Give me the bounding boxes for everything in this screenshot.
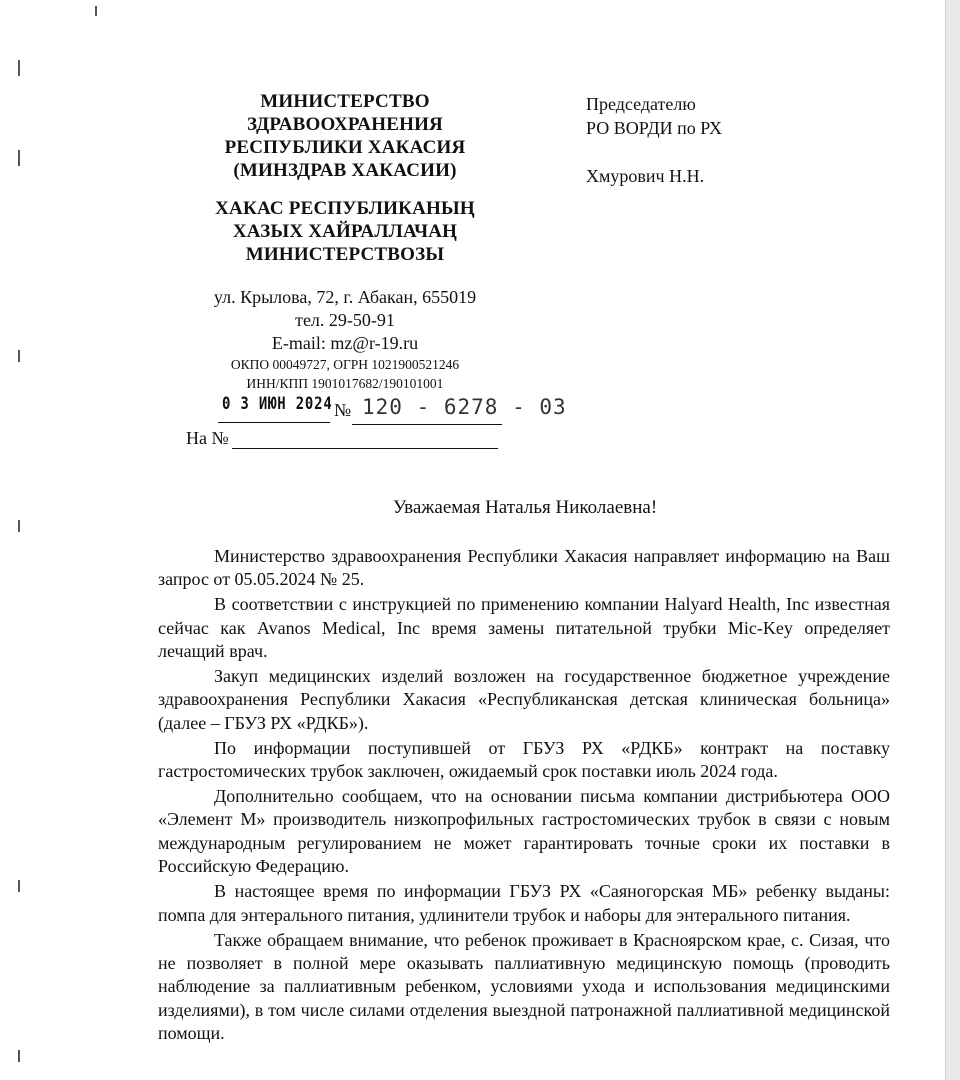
date-underline (218, 422, 330, 423)
scan-mark (18, 520, 20, 532)
page-edge (945, 0, 960, 1080)
ministry-line: МИНИСТЕРСТВОЗЫ (245, 244, 445, 265)
ministry-line: ЗДРАВООХРАНЕНИЯ (247, 114, 443, 135)
registration-number: 120 - 6278 - 03 (362, 395, 567, 419)
ministry-name-russian (200, 90, 490, 182)
phone: тел. 29-50-91 (295, 310, 395, 330)
ministry-line: ХАКАС РЕСПУБЛИКАНЫҢ (215, 198, 475, 219)
inn-kpp: ИНН/КПП 1901017682/190101001 (246, 376, 444, 391)
greeting: Уважаемая Наталья Николаевна! (392, 497, 658, 518)
paragraph: В настоящее время по информации ГБУЗ РХ «Саяногорская МБ» ребенку выданы: помпа для энтерального питания, удлинители трубок и наборы для энтерального питания. (158, 881, 890, 925)
email: E-mail: mz@r-19.ru (271, 333, 419, 353)
address: ул. Крылова, 72, г. Абакан, 655019 (213, 287, 477, 307)
scan-mark (95, 6, 97, 16)
reply-label: На № (186, 428, 229, 448)
recipient-organization: РО ВОРДИ по РХ (586, 118, 723, 138)
ministry-line: МИНИСТЕРСТВО (260, 91, 430, 112)
number-label: № (334, 400, 352, 420)
paragraph: Также обращаем внимание, что ребенок проживает в Красноярском крае, с. Сизая, что не позволяет в полной мере оказывать паллиативную медицинскую помощь (проводить наблюдение за паллиативным ребенком, условиями ухода и использования медицинскими изделиями), в том числе силами отделения выездной патронажной паллиативной медицинской помощи. (158, 929, 890, 1044)
paragraph: По информации поступившей от ГБУЗ РХ «РДКБ» контракт на поставку гастростомических трубок заключен, ожидаемый срок поставки июль 2024 года. (158, 737, 890, 782)
letter-body (158, 545, 890, 1047)
recipient-block (586, 92, 722, 188)
ministry-line: РЕСПУБЛИКИ ХАКАСИЯ (224, 137, 466, 158)
paragraph: Закуп медицинских изделий возложен на государственное бюджетное учреждение здравоохранения Республики Хакасия «Республиканская детская клиническая больница» (далее – ГБУЗ РХ «РДКБ»). (158, 666, 890, 733)
scan-mark (18, 60, 20, 76)
number-underline (352, 424, 502, 425)
recipient-title: Председателю (586, 94, 696, 114)
reply-underline (232, 448, 498, 449)
paragraph: Министерство здравоохранения Республики Хакасия направляет информацию на Ваш запрос от 05.05.2024 № 25. (158, 546, 890, 590)
paragraph: Дополнительно сообщаем, что на основании письма компании дистрибьютера ООО «Элемент М» производитель низкопрофильных гастростомических трубок в связи с новым международным регулированием не может гарантировать точные сроки их поставки в Российскую Федерацию. (158, 786, 890, 877)
scan-mark (18, 150, 20, 166)
recipient-name: Хмурович Н.Н. (586, 166, 705, 186)
date-stamp: 0 3 ИЮН 2024 (222, 394, 333, 414)
ministry-line: ХАЗЫХ ХАЙРАЛЛАЧАҢ (232, 221, 458, 242)
scan-mark (18, 1050, 20, 1062)
ministry-address-block (190, 285, 500, 393)
paragraph: В соответствии с инструкцией по применению компании Halyard Health, Inc известная сейчас как Avanos Medical, Inc время замены питательной трубки Mic-Key определяет лечащий врач. (158, 594, 890, 662)
scan-mark (18, 880, 20, 892)
okpo-ogrn: ОКПО 00049727, ОГРН 1021900521246 (230, 357, 460, 372)
ministry-name-khakas (200, 197, 490, 266)
ministry-line: (МИНЗДРАВ ХАКАСИИ) (233, 160, 457, 181)
scan-mark (18, 350, 20, 362)
